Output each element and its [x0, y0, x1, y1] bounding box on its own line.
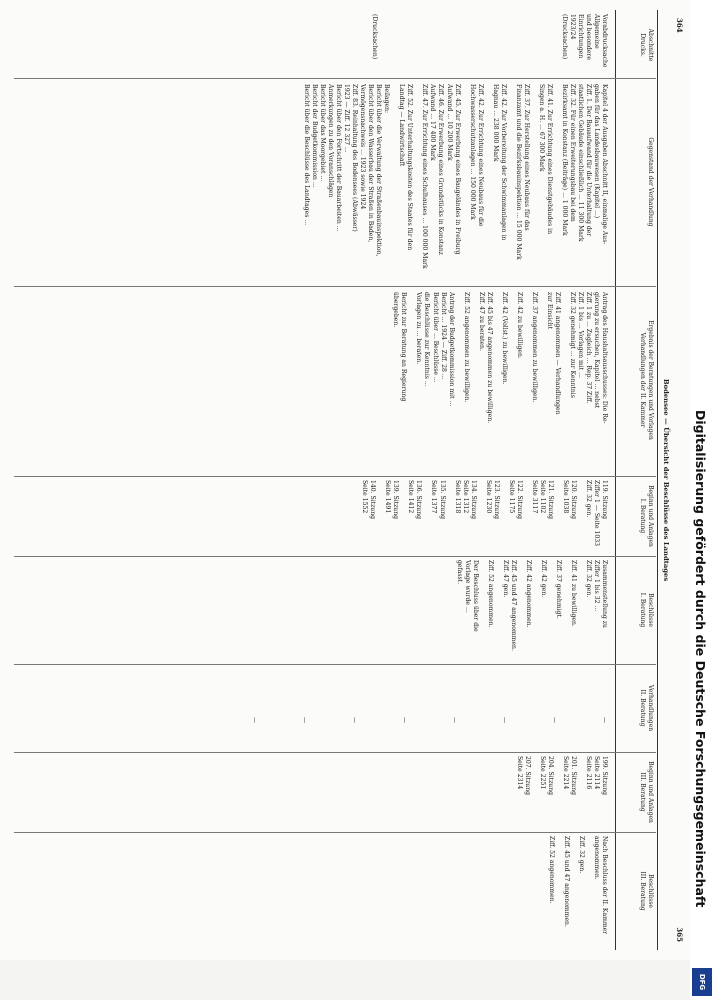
text-line — [508, 292, 515, 472]
header-col-beschluesse-1: Beschlüsse I. Beratung — [639, 592, 654, 628]
text-line — [554, 756, 561, 830]
text-line: Bericht über die Verwaltung der Straßenbauinspektion, — [375, 84, 383, 257]
text-line: 204. Sitzung — [546, 756, 554, 796]
text-line: Seite 2214 — [561, 756, 569, 790]
text-line: Seite 1312 — [461, 480, 469, 514]
text-line: Hagnau ... 238 000 Mark — [491, 84, 499, 162]
text-line: 134. Sitzung — [469, 480, 477, 520]
text-line: Seite 1038 — [561, 480, 569, 514]
text-line — [378, 14, 385, 76]
header-rule-top — [657, 10, 658, 950]
text-line: 140. Sitzung — [369, 480, 377, 520]
text-line: Ziff. 83. Reinhaltung des Bodensees (Abwässer) — [351, 84, 359, 232]
text-line: Ziff. 42. Zur Errichtung eines Neubaus für die — [476, 84, 484, 227]
text-line: Aufwand ... 17 400 Mark — [429, 84, 437, 161]
text-line — [441, 14, 448, 76]
text-line: 123. Sitzung — [492, 480, 500, 520]
text-line: Ziff. 32. Für einen Erweiterungsbau bei dem — [568, 84, 576, 222]
text-line: Der Beschluss über die — [471, 560, 479, 632]
dfg-logo-text: DFG — [698, 973, 706, 991]
col-abschnitte — [370, 14, 608, 76]
text-line: Ziff. 45. Zur Erwerbung eines Baugeländes in Freiburg — [453, 84, 461, 255]
text-line: Antrag der Budgetkommission mit ... — [447, 292, 455, 407]
text-line — [553, 14, 560, 76]
text-line: Bericht über die Beschlüsse des Landtages ... — [303, 84, 311, 226]
text-line: Ziff. 45 und 47 angenommen. — [562, 836, 570, 927]
text-line: Ziff. 42 (Vollst.) zu bewilligen. — [500, 292, 508, 385]
text-line — [376, 480, 383, 554]
text-line: (Drucksachen) — [560, 14, 568, 60]
text-line: die Beschlüsse zur Kenntnis ... — [423, 292, 431, 387]
text-line — [470, 292, 477, 472]
text-line — [390, 84, 397, 282]
text-line: Bericht zur Beratung an Regierung — [400, 292, 408, 402]
col-beschluesse-3 — [547, 836, 608, 948]
text-line: Ziffer 1 bis 32 ... — [592, 560, 600, 612]
text-line: (Drucksachen) — [370, 14, 378, 60]
text-line: Zusammenstellung zu — [601, 560, 608, 628]
text-line: 199. Sitzung — [601, 756, 608, 796]
text-line: Nach Beschluss der II. Kammer — [601, 836, 608, 935]
text-line: Seite 2314 — [515, 756, 523, 790]
text-line: Vorlage wurde ... — [463, 560, 471, 613]
text-line: Finanzamt und die Bezirksbauinspektion ... 15 000 Mark — [514, 84, 522, 260]
text-line: Aufwand ... 10 200 Mark — [445, 84, 453, 161]
page-number-left: 364 — [675, 18, 684, 33]
text-line: Ziff. 52 angenommen. — [486, 560, 494, 628]
text-line: angenommen. — [592, 836, 600, 880]
text-line: Bericht über das Moorgebiet ... — [319, 84, 327, 182]
column-divider — [14, 832, 656, 833]
column-divider — [14, 476, 656, 477]
text-line — [455, 292, 462, 472]
text-line: Ziff. 1. Der Bauaufwand für die Unterhaltung der — [584, 84, 592, 237]
text-line — [434, 14, 441, 76]
text-line: Seite 2251 — [538, 756, 546, 790]
text-line — [585, 836, 592, 948]
text-line: Bericht über ... Beschlüsse ... — [431, 292, 439, 383]
text-line: 136. Sitzung — [415, 480, 423, 520]
text-line — [531, 756, 538, 830]
text-line: Anmerkungen zu den Voranschlägen — [327, 84, 335, 198]
text-line: Ziff. 52 angenommen. — [547, 836, 555, 904]
text-line: und besondere — [584, 14, 592, 60]
text-line — [517, 560, 524, 662]
text-line: Ziff. 37. Zur Herstellung eines Neubaus für das — [522, 84, 530, 231]
text-line: Vorlagen zu ... beraten. — [415, 292, 423, 365]
text-line: Vorabdrucksache — [601, 14, 608, 68]
header-col-beschluesse-3: Beschlüsse III. Beratung — [639, 871, 654, 911]
text-line: Ziff. 47 gen. — [501, 560, 509, 598]
header-col-beginn-3: Beginn und Anlagen III. Beratung — [639, 761, 654, 823]
text-line: Ziff. 41 angenommen — Verhandlungen — [553, 292, 561, 415]
header-col-abschnitte: Abschnitte Drucks. — [639, 28, 654, 62]
text-line: 121. Sitzung — [546, 480, 554, 520]
text-line — [406, 14, 413, 76]
text-line — [455, 14, 462, 76]
text-line — [399, 480, 406, 554]
text-line — [483, 14, 490, 76]
text-line — [507, 84, 514, 282]
text-line — [407, 292, 414, 472]
text-line: Ziffer 1 — Seite 1033 — [592, 480, 600, 547]
text-line — [546, 14, 553, 76]
text-line — [554, 480, 561, 554]
text-line — [511, 14, 518, 76]
header-col-gegenstand: Gegenstand der Verhandlung — [647, 137, 654, 227]
text-line: Bericht ... 1924 — Ziff. 28 ... — [439, 292, 447, 380]
text-line: 120. Sitzung — [569, 480, 577, 520]
text-line: Seite 1230 — [484, 480, 492, 514]
text-line: Ziff. 37 angenommen zu bewilligen. — [530, 292, 538, 403]
text-line: 1923 — Ziff. 12 327 ... — [343, 84, 351, 153]
text-line: gaben für das Landesbauwesen (Kapitel ...) — [592, 84, 600, 219]
text-line — [479, 560, 486, 662]
text-line — [530, 84, 537, 282]
text-line — [518, 14, 525, 76]
text-line: Ziff. 32 gen. — [584, 560, 592, 598]
text-line — [462, 14, 469, 76]
text-line: Seite 1175 — [507, 480, 515, 514]
text-line: Allgemeine — [592, 14, 600, 49]
text-line: übergeben. — [392, 292, 400, 328]
text-line: Hochwasserschutzanlagen ... 150 000 Mark — [468, 84, 476, 220]
text-line: Bericht über den Wasserbau der Straßen in Baden, — [367, 84, 375, 243]
text-line: staatlichen Gebäude einschließlich ... 11 300 Mark — [576, 84, 584, 242]
text-line: Seite 1412 — [407, 480, 415, 514]
text-line — [547, 560, 554, 662]
text-line: 207. Sitzung — [523, 756, 531, 796]
text-line: Ziff. 1 bis ... Vorlagen mit ... — [576, 292, 584, 378]
text-line: Ziff. 42 zu bewilligen. — [515, 292, 523, 359]
text-line: — — [351, 716, 358, 724]
text-line — [484, 84, 491, 282]
text-line: Ziff. 46. Zur Erwerbung eines Grundstücks in Konstanz — [437, 84, 445, 255]
text-line — [523, 292, 530, 472]
text-line: Bericht der Budgetkommission ... — [311, 84, 319, 188]
text-line — [446, 480, 453, 554]
text-line: 1923/24 — [568, 14, 576, 40]
text-line — [562, 560, 569, 662]
text-line: Ziff. 42. Zur Vorbereitung der Schwimmanlagen in — [499, 84, 507, 241]
text-line — [420, 14, 427, 76]
text-line: 139. Sitzung — [392, 480, 400, 520]
text-line: — — [501, 716, 508, 724]
text-line — [399, 14, 406, 76]
text-line — [385, 14, 392, 76]
column-divider — [14, 752, 656, 753]
text-line: 135. Sitzung — [438, 480, 446, 520]
dfg-logo — [692, 968, 712, 996]
text-line: — — [451, 716, 458, 724]
text-line — [497, 14, 504, 76]
text-line — [494, 560, 501, 662]
text-line — [493, 292, 500, 472]
text-line: Ziff. 32 gen. — [584, 480, 592, 518]
text-line — [553, 84, 560, 282]
text-line — [525, 14, 532, 76]
text-line: Ziff. 47. Zur Errichtung eines Schulhauses ... 100 000 Mark — [421, 84, 429, 269]
text-line: Einrichtungen — [576, 14, 584, 59]
col-ergebnis — [391, 292, 608, 472]
text-line: Ziff. 32 genehmigt ... zur Kenntnis — [568, 292, 576, 398]
text-line: Ziff. 45 und 47 angenommen. — [509, 560, 517, 651]
text-line — [577, 756, 584, 830]
text-line — [577, 480, 584, 554]
text-line: Antrag des Haushaltsausschusses: Die Re- — [601, 292, 608, 424]
column-divider — [14, 78, 656, 79]
text-line — [427, 14, 434, 76]
text-line: Seite 3117 — [530, 480, 538, 514]
text-line — [469, 14, 476, 76]
text-line: 201. Sitzung — [569, 756, 577, 796]
text-line: Ziff. 32 gen. — [577, 836, 585, 874]
col-verhandlungen-2 — [208, 700, 608, 740]
text-line — [538, 292, 545, 472]
text-line — [500, 480, 507, 554]
text-line: — — [251, 716, 258, 724]
footer-strip — [690, 0, 714, 1000]
text-line — [523, 480, 530, 554]
text-line — [461, 84, 468, 282]
text-line: Seite 1552 — [361, 480, 369, 514]
column-divider — [14, 556, 656, 557]
text-line: Singen a. H. ... 67 300 Mark — [537, 84, 545, 172]
text-line: — — [551, 716, 558, 724]
text-line: 119. Sitzung — [601, 480, 608, 520]
text-line: Ziff. 42 angenommen. — [524, 560, 532, 628]
text-line — [555, 836, 562, 948]
text-line — [477, 480, 484, 554]
text-line: Kapitel 4 der Ausgaben Abschnitt II, einmalige Aus- — [601, 84, 608, 245]
text-line — [392, 14, 399, 76]
running-head: Bodensee — Übersicht der Beschlüsse des Landtages — [662, 378, 670, 582]
text-line: gierung zu ersuchen, Kapitel ... nebst — [592, 292, 600, 409]
column-divider — [14, 664, 656, 665]
footer-text: Digitalisierung gefördert durch die Deutsche Forschungsgemeinschaft — [693, 410, 708, 908]
text-line: Bezirksamt in Konstanz (Beiträge) ... 1 000 Mark — [560, 84, 568, 236]
text-line: Seite 1377 — [430, 480, 438, 514]
text-line — [577, 560, 584, 662]
text-line — [413, 14, 420, 76]
text-line: Ziff. 42 gen. — [539, 560, 547, 598]
text-line — [413, 84, 420, 282]
text-line: Ziff. 37 genehmigt. — [554, 560, 562, 619]
text-line: Seite 1491 — [384, 480, 392, 514]
column-divider — [14, 286, 656, 287]
text-line: Ziff. 1 zu ... Zugleich ... Rep. 37 Ziff. — [584, 292, 592, 404]
text-line: zur Einsicht — [545, 292, 553, 330]
text-line: Vermögensnachweis ... 1923 sowie 1924 — [359, 84, 367, 210]
text-line — [532, 14, 539, 76]
text-line — [561, 292, 568, 472]
text-line — [539, 14, 546, 76]
text-line — [504, 14, 511, 76]
text-line: Seite 2116 — [584, 756, 592, 790]
header-col-ergebnis: Ergebnis der Beratungen und Vorlagen Verhandlungen der II. Kammer — [639, 320, 654, 440]
text-line: Ziff. 41. Zur Errichtung eines Dienstgebäudes in — [545, 84, 553, 235]
text-line: Landtag — Landwirtschaft — [398, 84, 406, 167]
text-line: — — [601, 716, 608, 724]
text-line — [490, 14, 497, 76]
col-beginn-3 — [515, 756, 608, 830]
text-line: Ziff. 47 zu beraten. — [477, 292, 485, 351]
header-rule-bottom — [615, 10, 616, 950]
page-number-right: 365 — [675, 927, 684, 942]
text-line — [532, 560, 539, 662]
text-line: Seite 1102 — [538, 480, 546, 514]
text-line: — — [401, 716, 408, 724]
text-line: Beilagen: — [383, 84, 391, 114]
text-line: gefasst. — [455, 560, 463, 585]
text-line: — — [301, 716, 308, 724]
text-line: Bericht über den Fortschritt der Bauarbeiten ... — [335, 84, 343, 232]
text-line — [448, 14, 455, 76]
text-line — [476, 14, 483, 76]
text-line: Ziff. 52. Zur Unterhaltungskosten des Staates für den — [406, 84, 414, 251]
col-beschluesse-1 — [455, 560, 608, 662]
text-line: Ziff. 45 bis 47 angenommen zu bewilligen. — [485, 292, 493, 424]
text-line: Ziff. 52 angenommen zu bewilligen. — [462, 292, 470, 403]
col-gegenstand — [302, 84, 608, 282]
text-line — [422, 480, 429, 554]
header-col-verhandlungen-2: Verhandlungen II. Beratung — [639, 684, 654, 732]
text-line: Seite 1318 — [453, 480, 461, 514]
text-line: 122. Sitzung — [515, 480, 523, 520]
text-line: Seite 2114 — [592, 756, 600, 790]
header-col-beginn-1: Beginn und Anlagen I. Beratung — [639, 485, 654, 547]
text-line — [570, 836, 577, 948]
text-line: Ziff. 41 zu bewilligen. — [569, 560, 577, 627]
col-beginn-1 — [360, 480, 608, 554]
